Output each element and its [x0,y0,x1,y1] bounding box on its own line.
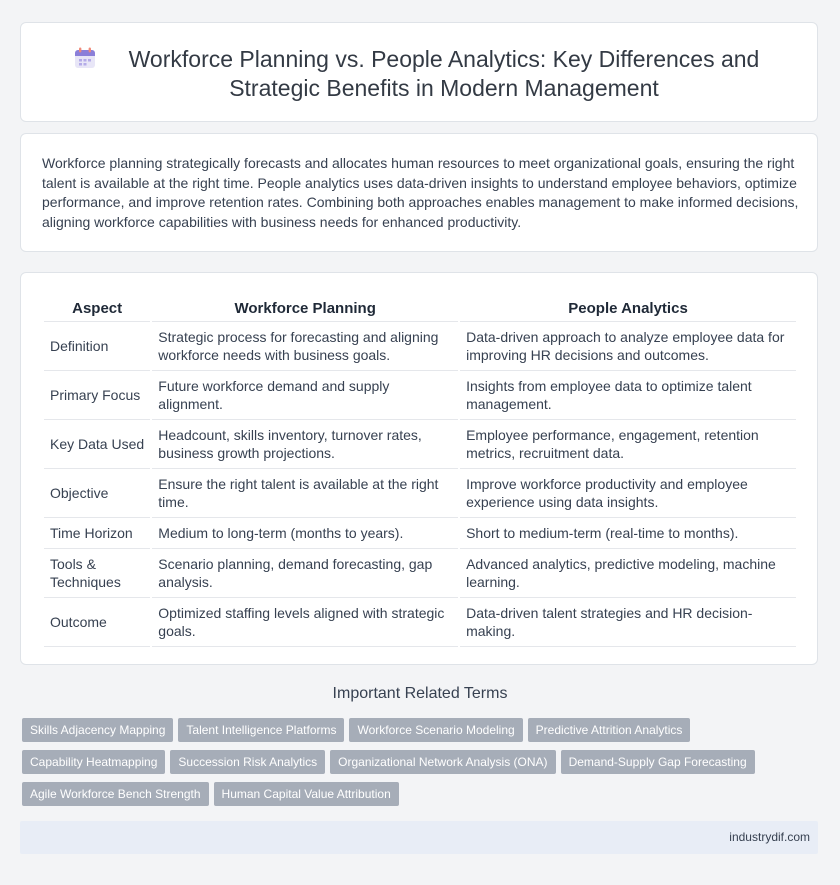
row-people-analytics: Short to medium-term (real-time to months). [460,518,796,549]
related-term-tag[interactable]: Talent Intelligence Platforms [178,718,344,742]
row-people-analytics: Improve workforce productivity and employee experience using data insights. [460,469,796,518]
intro-paragraph: Workforce planning strategically forecasts and allocates human resources to meet organizational goals, ensuring the right talent is available at the right time. People analytics uses data-driven insights to understand employee behaviors, optimize performance, and improve retention rates. Combining both approaches enables management to make informed decisions, aligning workforce capabilities with business needs for enhanced productivity. [42,155,799,230]
row-aspect: Tools & Techniques [44,549,150,598]
intro-card [20,133,818,252]
related-term-tag[interactable]: Demand-Supply Gap Forecasting [561,750,755,774]
related-term-tag[interactable]: Workforce Scenario Modeling [349,718,522,742]
related-term-tag[interactable]: Human Capital Value Attribution [214,782,399,806]
row-aspect: Outcome [44,598,150,647]
row-workforce-planning: Optimized staffing levels aligned with strategic goals. [152,598,458,647]
header-aspect: Aspect [44,295,150,322]
table-row [44,322,796,371]
row-aspect: Definition [44,322,150,371]
row-workforce-planning: Ensure the right talent is available at the right time. [152,469,458,518]
row-workforce-planning: Medium to long-term (months to years). [152,518,458,549]
comparison-table [42,295,798,647]
row-workforce-planning: Headcount, skills inventory, turnover rates, business growth projections. [152,420,458,469]
row-workforce-planning: Future workforce demand and supply alignment. [152,371,458,420]
row-aspect: Primary Focus [44,371,150,420]
row-people-analytics: Data-driven talent strategies and HR decision-making. [460,598,796,647]
table-row [44,371,796,420]
related-terms-title: Important Related Terms [332,685,508,702]
comparison-card [20,272,818,665]
related-term-tag[interactable]: Succession Risk Analytics [170,750,325,774]
header-people-analytics: People Analytics [460,295,796,322]
row-aspect: Key Data Used [44,420,150,469]
related-terms-list [22,718,782,814]
page-title: Workforce Planning vs. People Analytics: Key Differences and Strategic Benefits in Modern Management [128,46,760,101]
table-row [44,420,796,469]
title-card [20,22,818,122]
row-aspect: Time Horizon [44,518,150,549]
row-people-analytics: Employee performance, engagement, retention metrics, recruitment data. [460,420,796,469]
related-term-tag[interactable]: Organizational Network Analysis (ONA) [330,750,555,774]
related-term-tag[interactable]: Skills Adjacency Mapping [22,718,173,742]
related-term-tag[interactable]: Agile Workforce Bench Strength [22,782,209,806]
footer [20,821,818,854]
row-workforce-planning: Strategic process for forecasting and aligning workforce needs with business goals. [152,322,458,371]
row-people-analytics: Insights from employee data to optimize talent management. [460,371,796,420]
row-people-analytics: Advanced analytics, predictive modeling, machine learning. [460,549,796,598]
table-row [44,549,796,598]
header-workforce-planning: Workforce Planning [152,295,458,322]
row-people-analytics: Data-driven approach to analyze employee data for improving HR decisions and outcomes. [460,322,796,371]
row-workforce-planning: Scenario planning, demand forecasting, gap analysis. [152,549,458,598]
related-term-tag[interactable]: Predictive Attrition Analytics [528,718,691,742]
table-row [44,518,796,549]
table-row [44,598,796,647]
related-term-tag[interactable]: Capability Heatmapping [22,750,165,774]
table-row [44,469,796,518]
row-aspect: Objective [44,469,150,518]
footer-site-link[interactable]: industrydif.com [729,830,810,844]
table-header-row [44,295,796,322]
